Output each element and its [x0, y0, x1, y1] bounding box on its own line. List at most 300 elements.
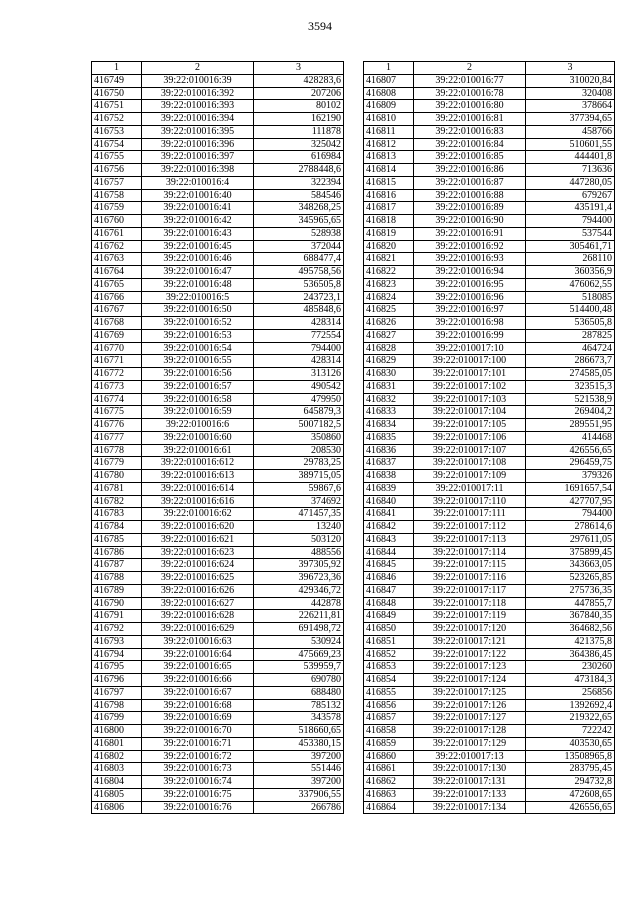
cadastral-number-cell: 39:22:010016:45	[142, 240, 254, 253]
row-id-cell: 416758	[92, 189, 142, 202]
row-id-cell: 416843	[364, 533, 414, 546]
cadastral-number-cell: 39:22:010016:629	[142, 623, 254, 636]
cadastral-number-cell: 39:22:010017:103	[414, 393, 526, 406]
row-id-cell: 416765	[92, 278, 142, 291]
table-row	[364, 215, 615, 228]
value-cell: 514400,48	[526, 304, 615, 317]
row-id-cell: 416830	[364, 368, 414, 381]
table-row	[92, 801, 344, 814]
row-id-cell: 416828	[364, 342, 414, 355]
cadastral-number-cell: 39:22:010016:40	[142, 189, 254, 202]
value-cell: 485848,6	[254, 304, 344, 317]
row-id-cell: 416773	[92, 380, 142, 393]
table-row	[364, 138, 615, 151]
table-row	[92, 788, 344, 801]
value-cell: 364386,45	[526, 648, 615, 661]
table-row	[364, 253, 615, 266]
value-cell: 490542	[254, 380, 344, 393]
row-id-cell: 416845	[364, 559, 414, 572]
cadastral-number-cell: 39:22:010016:57	[142, 380, 254, 393]
row-id-cell: 416774	[92, 393, 142, 406]
cadastral-number-cell: 39:22:010016:56	[142, 368, 254, 381]
row-id-cell: 416863	[364, 788, 414, 801]
value-cell: 256856	[526, 686, 615, 699]
cadastral-number-cell: 39:22:010017:116	[414, 572, 526, 585]
row-id-cell: 416795	[92, 661, 142, 674]
table-row	[364, 495, 615, 508]
cadastral-number-cell: 39:22:010016:42	[142, 215, 254, 228]
row-id-cell: 416815	[364, 176, 414, 189]
table-row	[364, 470, 615, 483]
cadastral-number-cell: 39:22:010016:626	[142, 584, 254, 597]
cadastral-number-cell: 39:22:010016:83	[414, 125, 526, 138]
table-row	[364, 240, 615, 253]
value-cell: 528938	[254, 227, 344, 240]
row-id-cell: 416833	[364, 406, 414, 419]
table-row	[364, 100, 615, 113]
row-id-cell: 416851	[364, 635, 414, 648]
table-row	[364, 482, 615, 495]
cadastral-number-cell: 39:22:010016:88	[414, 189, 526, 202]
row-id-cell: 416854	[364, 674, 414, 687]
row-id-cell: 416803	[92, 763, 142, 776]
table-row	[92, 406, 344, 419]
cadastral-number-cell: 39:22:010017:101	[414, 368, 526, 381]
row-id-cell: 416791	[92, 610, 142, 623]
row-id-cell: 416802	[92, 750, 142, 763]
row-id-cell: 416857	[364, 712, 414, 725]
row-id-cell: 416809	[364, 100, 414, 113]
value-cell: 268110	[526, 253, 615, 266]
cadastral-number-cell: 39:22:010016:92	[414, 240, 526, 253]
row-id-cell: 416858	[364, 725, 414, 738]
cadastral-number-cell: 39:22:010016:58	[142, 393, 254, 406]
row-id-cell: 416831	[364, 380, 414, 393]
value-cell: 691498,72	[254, 623, 344, 636]
value-cell: 488556	[254, 546, 344, 559]
value-cell: 287825	[526, 329, 615, 342]
table-row	[364, 533, 615, 546]
row-id-cell: 416805	[92, 788, 142, 801]
table-row	[92, 329, 344, 342]
table-row	[92, 317, 344, 330]
row-id-cell: 416763	[92, 253, 142, 266]
row-id-cell: 416777	[92, 431, 142, 444]
table-row	[92, 393, 344, 406]
value-cell: 495758,56	[254, 266, 344, 279]
row-id-cell: 416818	[364, 215, 414, 228]
value-cell: 162190	[254, 113, 344, 126]
cadastral-number-cell: 39:22:010016:55	[142, 355, 254, 368]
table-row	[364, 444, 615, 457]
value-cell: 367840,35	[526, 610, 615, 623]
cadastral-number-cell: 39:22:010016:73	[142, 763, 254, 776]
row-id-cell: 416751	[92, 100, 142, 113]
row-id-cell: 416826	[364, 317, 414, 330]
row-id-cell: 416788	[92, 572, 142, 585]
cadastral-number-cell: 39:22:010017:11	[414, 482, 526, 495]
cadastral-number-cell: 39:22:010017:121	[414, 635, 526, 648]
cadastral-number-cell: 39:22:010016:62	[142, 508, 254, 521]
table-row	[92, 674, 344, 687]
table-row	[92, 597, 344, 610]
table-row	[364, 329, 615, 342]
row-id-cell: 416782	[92, 495, 142, 508]
value-cell: 428314	[254, 317, 344, 330]
value-cell: 397200	[254, 750, 344, 763]
table-row	[364, 801, 615, 814]
table-row	[364, 635, 615, 648]
row-id-cell: 416779	[92, 457, 142, 470]
value-cell: 688477,4	[254, 253, 344, 266]
row-id-cell: 416796	[92, 674, 142, 687]
table-row	[92, 202, 344, 215]
table-row	[92, 240, 344, 253]
cadastral-number-cell: 39:22:010016:621	[142, 533, 254, 546]
value-cell: 350860	[254, 431, 344, 444]
row-id-cell: 416798	[92, 699, 142, 712]
value-cell: 403530,65	[526, 737, 615, 750]
cadastral-number-cell: 39:22:010017:125	[414, 686, 526, 699]
cadastral-number-cell: 39:22:010016:94	[414, 266, 526, 279]
value-cell: 475669,23	[254, 648, 344, 661]
value-cell: 539959,7	[254, 661, 344, 674]
column-header: 1	[364, 62, 414, 75]
table-row	[364, 189, 615, 202]
row-id-cell: 416797	[92, 686, 142, 699]
row-id-cell: 416836	[364, 444, 414, 457]
cadastral-number-cell: 39:22:010016:67	[142, 686, 254, 699]
cadastral-number-cell: 39:22:010016:396	[142, 138, 254, 151]
data-table-left	[91, 61, 344, 814]
row-id-cell: 416754	[92, 138, 142, 151]
cadastral-number-cell: 39:22:010016:96	[414, 291, 526, 304]
table-row	[92, 610, 344, 623]
cadastral-number-cell: 39:22:010016:59	[142, 406, 254, 419]
table-row	[364, 661, 615, 674]
row-id-cell: 416794	[92, 648, 142, 661]
value-cell: 310020,84	[526, 74, 615, 87]
value-cell: 1392692,4	[526, 699, 615, 712]
table-row	[92, 661, 344, 674]
table-row	[364, 737, 615, 750]
row-id-cell: 416853	[364, 661, 414, 674]
value-cell: 296459,75	[526, 457, 615, 470]
row-id-cell: 416755	[92, 151, 142, 164]
cadastral-number-cell: 39:22:010017:128	[414, 725, 526, 738]
table-row	[364, 457, 615, 470]
cadastral-number-cell: 39:22:010016:80	[414, 100, 526, 113]
row-id-cell: 416752	[92, 113, 142, 126]
cadastral-number-cell: 39:22:010016:76	[142, 801, 254, 814]
table-row	[364, 355, 615, 368]
row-id-cell: 416862	[364, 776, 414, 789]
row-id-cell: 416849	[364, 610, 414, 623]
cadastral-number-cell: 39:22:010016:628	[142, 610, 254, 623]
value-cell: 320408	[526, 87, 615, 100]
cadastral-number-cell: 39:22:010016:77	[414, 74, 526, 87]
value-cell: 243723,1	[254, 291, 344, 304]
value-cell: 616984	[254, 151, 344, 164]
value-cell: 464724	[526, 342, 615, 355]
cadastral-number-cell: 39:22:010017:106	[414, 431, 526, 444]
cadastral-number-cell: 39:22:010017:127	[414, 712, 526, 725]
row-id-cell: 416771	[92, 355, 142, 368]
cadastral-number-cell: 39:22:010016:625	[142, 572, 254, 585]
row-id-cell: 416856	[364, 699, 414, 712]
row-id-cell: 416834	[364, 419, 414, 432]
row-id-cell: 416835	[364, 431, 414, 444]
value-cell: 447280,05	[526, 176, 615, 189]
cadastral-number-cell: 39:22:010016:394	[142, 113, 254, 126]
row-id-cell: 416829	[364, 355, 414, 368]
cadastral-number-cell: 39:22:010016:612	[142, 457, 254, 470]
row-id-cell: 416823	[364, 278, 414, 291]
cadastral-number-cell: 39:22:010016:60	[142, 431, 254, 444]
cadastral-number-cell: 39:22:010016:66	[142, 674, 254, 687]
value-cell: 722242	[526, 725, 615, 738]
cadastral-number-cell: 39:22:010016:81	[414, 113, 526, 126]
value-cell: 345965,65	[254, 215, 344, 228]
table-row	[364, 572, 615, 585]
table-row	[92, 546, 344, 559]
value-cell: 518660,65	[254, 725, 344, 738]
row-id-cell: 416756	[92, 164, 142, 177]
table-row	[364, 317, 615, 330]
table-row	[364, 788, 615, 801]
cadastral-number-cell: 39:22:010016:46	[142, 253, 254, 266]
value-cell: 322394	[254, 176, 344, 189]
value-cell: 447855,7	[526, 597, 615, 610]
value-cell: 503120	[254, 533, 344, 546]
cadastral-number-cell: 39:22:010016:68	[142, 699, 254, 712]
row-id-cell: 416837	[364, 457, 414, 470]
cadastral-number-cell: 39:22:010017:130	[414, 763, 526, 776]
row-id-cell: 416825	[364, 304, 414, 317]
value-cell: 473184,3	[526, 674, 615, 687]
value-cell: 523265,85	[526, 572, 615, 585]
value-cell: 5007182,5	[254, 419, 344, 432]
value-cell: 426556,65	[526, 801, 615, 814]
cadastral-number-cell: 39:22:010016:5	[142, 291, 254, 304]
table-row	[92, 304, 344, 317]
value-cell: 794400	[254, 342, 344, 355]
row-id-cell: 416850	[364, 623, 414, 636]
table-row	[92, 368, 344, 381]
table-row	[92, 508, 344, 521]
cadastral-number-cell: 39:22:010017:104	[414, 406, 526, 419]
row-id-cell: 416761	[92, 227, 142, 240]
row-id-cell: 416793	[92, 635, 142, 648]
row-id-cell: 416811	[364, 125, 414, 138]
cadastral-number-cell: 39:22:010016:70	[142, 725, 254, 738]
page-number: 3594	[308, 19, 332, 33]
cadastral-number-cell: 39:22:010017:113	[414, 533, 526, 546]
cadastral-number-cell: 39:22:010017:10	[414, 342, 526, 355]
cadastral-number-cell: 39:22:010016:87	[414, 176, 526, 189]
table-row	[364, 750, 615, 763]
row-id-cell: 416814	[364, 164, 414, 177]
row-id-cell: 416817	[364, 202, 414, 215]
cadastral-number-cell: 39:22:010017:117	[414, 584, 526, 597]
cadastral-number-cell: 39:22:010016:48	[142, 278, 254, 291]
table-row	[92, 342, 344, 355]
row-id-cell: 416827	[364, 329, 414, 342]
row-id-cell: 416749	[92, 74, 142, 87]
table-row	[92, 776, 344, 789]
value-cell: 286673,7	[526, 355, 615, 368]
value-cell: 688480	[254, 686, 344, 699]
cadastral-number-cell: 39:22:010017:114	[414, 546, 526, 559]
value-cell: 645879,3	[254, 406, 344, 419]
value-cell: 785132	[254, 699, 344, 712]
cadastral-number-cell: 39:22:010016:98	[414, 317, 526, 330]
cadastral-number-cell: 39:22:010016:75	[142, 788, 254, 801]
column-header: 2	[414, 62, 526, 75]
table-row	[364, 546, 615, 559]
table-row	[364, 763, 615, 776]
cadastral-number-cell: 39:22:010016:89	[414, 202, 526, 215]
value-cell: 397200	[254, 776, 344, 789]
table-row	[92, 138, 344, 151]
table-row	[364, 227, 615, 240]
cadastral-number-cell: 39:22:010016:93	[414, 253, 526, 266]
cadastral-number-cell: 39:22:010017:108	[414, 457, 526, 470]
value-cell: 536505,8	[526, 317, 615, 330]
cadastral-number-cell: 39:22:010017:109	[414, 470, 526, 483]
value-cell: 377394,65	[526, 113, 615, 126]
table-row	[92, 215, 344, 228]
value-cell: 289551,95	[526, 419, 615, 432]
table-row	[92, 495, 344, 508]
value-cell: 530924	[254, 635, 344, 648]
row-id-cell: 416859	[364, 737, 414, 750]
table-row	[364, 521, 615, 534]
value-cell: 479950	[254, 393, 344, 406]
table-row	[364, 648, 615, 661]
value-cell: 429346,72	[254, 584, 344, 597]
value-cell: 343663,05	[526, 559, 615, 572]
cadastral-number-cell: 39:22:010016:43	[142, 227, 254, 240]
row-id-cell: 416841	[364, 508, 414, 521]
table-row	[92, 125, 344, 138]
row-id-cell: 416785	[92, 533, 142, 546]
table-row	[364, 406, 615, 419]
row-id-cell: 416757	[92, 176, 142, 189]
table-row	[92, 521, 344, 534]
value-cell: 428314	[254, 355, 344, 368]
row-id-cell: 416772	[92, 368, 142, 381]
cadastral-number-cell: 39:22:010016:69	[142, 712, 254, 725]
cadastral-number-cell: 39:22:010016:41	[142, 202, 254, 215]
value-cell: 378664	[526, 100, 615, 113]
table-row	[92, 253, 344, 266]
value-cell: 325042	[254, 138, 344, 151]
table-header-row	[92, 62, 344, 75]
cadastral-number-cell: 39:22:010016:624	[142, 559, 254, 572]
table-row	[364, 419, 615, 432]
value-cell: 476062,55	[526, 278, 615, 291]
table-row	[364, 176, 615, 189]
table-row	[364, 508, 615, 521]
value-cell: 421375,8	[526, 635, 615, 648]
value-cell: 343578	[254, 712, 344, 725]
row-id-cell: 416800	[92, 725, 142, 738]
value-cell: 713636	[526, 164, 615, 177]
table-row	[364, 368, 615, 381]
table-row	[92, 227, 344, 240]
row-id-cell: 416768	[92, 317, 142, 330]
row-id-cell: 416783	[92, 508, 142, 521]
cadastral-number-cell: 39:22:010016:50	[142, 304, 254, 317]
table-row	[92, 100, 344, 113]
value-cell: 458766	[526, 125, 615, 138]
table-row	[364, 725, 615, 738]
row-id-cell: 416776	[92, 419, 142, 432]
value-cell: 226211,81	[254, 610, 344, 623]
table-row	[364, 674, 615, 687]
row-id-cell: 416821	[364, 253, 414, 266]
value-cell: 323515,3	[526, 380, 615, 393]
row-id-cell: 416839	[364, 482, 414, 495]
row-id-cell: 416792	[92, 623, 142, 636]
table-row	[92, 737, 344, 750]
column-header: 1	[92, 62, 142, 75]
table-row	[92, 189, 344, 202]
value-cell: 375899,45	[526, 546, 615, 559]
value-cell: 428283,6	[254, 74, 344, 87]
table-row	[92, 623, 344, 636]
table-row	[92, 648, 344, 661]
value-cell: 453380,15	[254, 737, 344, 750]
value-cell: 1691657,54	[526, 482, 615, 495]
column-header: 3	[526, 62, 615, 75]
cadastral-number-cell: 39:22:010016:52	[142, 317, 254, 330]
table-row	[92, 87, 344, 100]
cadastral-number-cell: 39:22:010017:133	[414, 788, 526, 801]
row-id-cell: 416801	[92, 737, 142, 750]
cadastral-number-cell: 39:22:010016:620	[142, 521, 254, 534]
table-row	[364, 597, 615, 610]
table-row	[92, 278, 344, 291]
row-id-cell: 416816	[364, 189, 414, 202]
value-cell: 111878	[254, 125, 344, 138]
table-row	[364, 686, 615, 699]
cadastral-number-cell: 39:22:010016:393	[142, 100, 254, 113]
table-row	[364, 776, 615, 789]
table-row	[92, 431, 344, 444]
row-id-cell: 416838	[364, 470, 414, 483]
table-row	[92, 444, 344, 457]
cadastral-number-cell: 39:22:010017:115	[414, 559, 526, 572]
cadastral-number-cell: 39:22:010017:126	[414, 699, 526, 712]
table-row	[92, 113, 344, 126]
table-row	[364, 342, 615, 355]
row-id-cell: 416844	[364, 546, 414, 559]
row-id-cell: 416799	[92, 712, 142, 725]
table-row	[92, 291, 344, 304]
row-id-cell: 416819	[364, 227, 414, 240]
table-row	[92, 584, 344, 597]
cadastral-number-cell: 39:22:010017:118	[414, 597, 526, 610]
cadastral-number-cell: 39:22:010016:65	[142, 661, 254, 674]
table-row	[364, 151, 615, 164]
cadastral-number-cell: 39:22:010016:71	[142, 737, 254, 750]
table-row	[364, 699, 615, 712]
row-id-cell: 416766	[92, 291, 142, 304]
table-row	[92, 164, 344, 177]
cadastral-number-cell: 39:22:010016:85	[414, 151, 526, 164]
